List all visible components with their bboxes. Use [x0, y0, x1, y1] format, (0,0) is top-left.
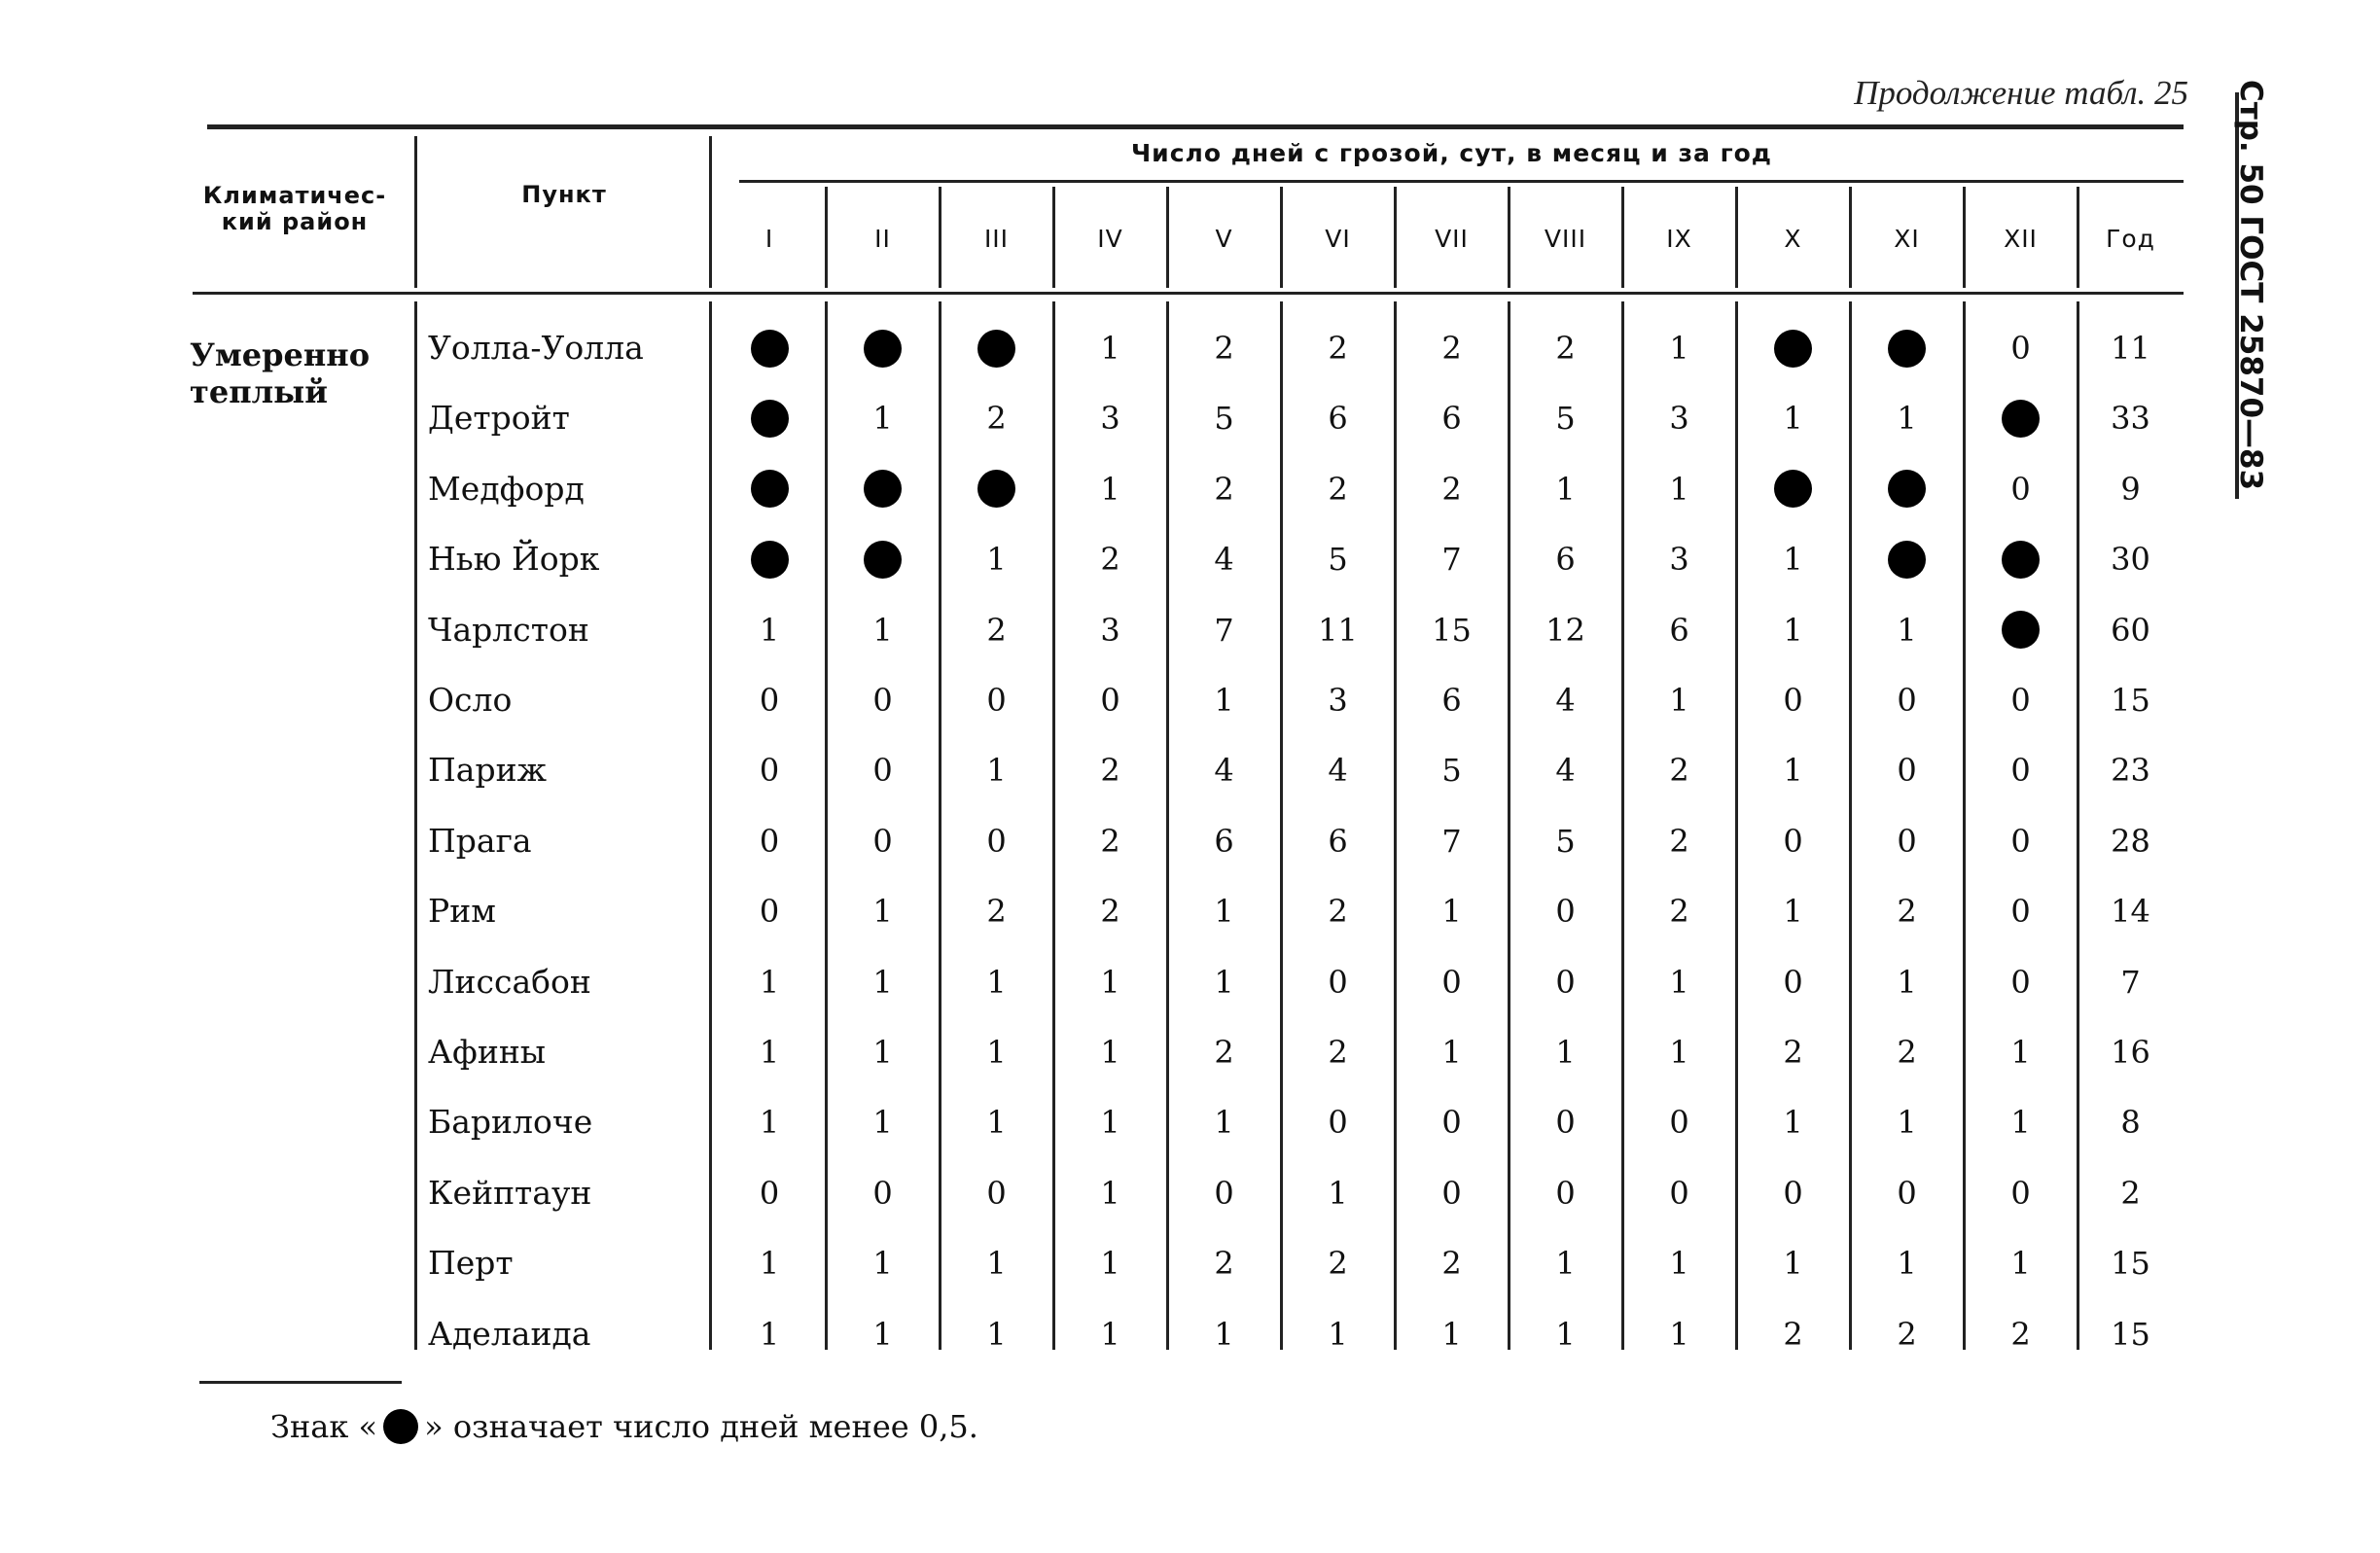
- header-divider: [1166, 187, 1169, 288]
- dot-icon: [1888, 541, 1926, 579]
- header-divider: [1394, 187, 1397, 288]
- month-column-header: X: [1784, 224, 1802, 253]
- table-cell: 1: [1669, 330, 1689, 367]
- month-column-header: XI: [1894, 224, 1920, 253]
- table-cell: 1: [2010, 1034, 2031, 1071]
- table-cell: 4: [1214, 541, 1234, 579]
- body-divider: [414, 301, 417, 1350]
- table-cell: 6: [1555, 541, 1576, 579]
- table-cell: 1: [1669, 470, 1689, 508]
- table-cell: 2: [2010, 1315, 2031, 1353]
- table-cell: 60: [2111, 611, 2150, 649]
- table-cell: 0: [1897, 752, 1917, 790]
- point-column-header: Пункт: [521, 180, 607, 208]
- table-cell: 0: [2010, 682, 2031, 719]
- group-header: Число дней с грозой, сут, в месяц и за год: [1130, 139, 1773, 167]
- table-cell: 2: [1214, 330, 1234, 367]
- table-cell: 3: [1100, 611, 1120, 649]
- less-than-half-dot-icon: [1964, 536, 2078, 582]
- table-cell: 7: [1441, 822, 1462, 860]
- table-cell: 2: [1783, 1034, 1803, 1071]
- table-cell: 1: [872, 963, 893, 1001]
- city-name: Рим: [428, 892, 496, 931]
- dot-icon: [2002, 611, 2040, 649]
- table-cell: 2: [1897, 1315, 1917, 1353]
- table-cell: 1: [986, 1315, 1007, 1353]
- table-cell: 1: [1669, 1034, 1689, 1071]
- continuation-title: Продолжение табл. 25: [1854, 74, 2188, 112]
- table-cell: 0: [1783, 963, 1803, 1001]
- less-than-half-dot-icon: [1964, 395, 2078, 441]
- table-cell: 1: [986, 1245, 1007, 1283]
- header-divider: [825, 187, 828, 288]
- table-cell: 2: [1897, 893, 1917, 931]
- less-than-half-dot-icon: [1850, 325, 1964, 371]
- table-cell: 1: [1214, 893, 1234, 931]
- table-cell: 1: [1783, 400, 1803, 438]
- less-than-half-dot-icon: [713, 325, 826, 371]
- table-cell: 1: [986, 1034, 1007, 1071]
- city-name: Нью Йорк: [428, 540, 600, 579]
- city-name: Аделаида: [428, 1314, 591, 1353]
- header-divider: [1052, 187, 1055, 288]
- table-cell: 2: [1669, 822, 1689, 860]
- region-column-header: Климатичес-кий район: [202, 182, 387, 235]
- city-name: Чарлстон: [428, 610, 589, 649]
- table-cell: 0: [1783, 822, 1803, 860]
- table-cell: 2: [986, 611, 1007, 649]
- table-cell: 0: [759, 822, 780, 860]
- city-name: Уолла-Уолла: [428, 329, 644, 367]
- month-column-header: Год: [2106, 224, 2155, 253]
- table-cell: 4: [1328, 752, 1348, 790]
- table-cell: 5: [1214, 400, 1234, 438]
- table-top-rule: [207, 124, 2184, 129]
- table-cell: 1: [1783, 1245, 1803, 1283]
- dot-icon: [1774, 470, 1812, 508]
- body-divider: [1280, 301, 1283, 1350]
- table-cell: 2: [1441, 330, 1462, 367]
- body-divider: [1508, 301, 1510, 1350]
- header-bottom-rule: [193, 292, 2184, 295]
- month-column-header: XII: [2004, 224, 2038, 253]
- table-cell: 1: [1441, 1034, 1462, 1071]
- table-cell: 0: [1783, 1174, 1803, 1212]
- city-name: Лиссабон: [428, 962, 591, 1001]
- month-column-header: VII: [1435, 224, 1469, 253]
- table-cell: 2: [1441, 1245, 1462, 1283]
- table-cell: 1: [1100, 1104, 1120, 1142]
- table-cell: 2: [1328, 1245, 1348, 1283]
- footnote-text: » означает число дней менее 0,5.: [424, 1408, 978, 1445]
- table-cell: 12: [1545, 611, 1585, 649]
- table-cell: 1: [872, 400, 893, 438]
- month-column-header: II: [874, 224, 891, 253]
- dot-icon: [1888, 330, 1926, 368]
- header-divider: [1621, 187, 1624, 288]
- table-cell: 0: [1555, 893, 1576, 931]
- less-than-half-dot-icon: [1736, 325, 1850, 371]
- dot-icon: [864, 470, 902, 508]
- table-cell: 0: [872, 752, 893, 790]
- less-than-half-dot-icon: [1850, 466, 1964, 512]
- table-cell: 0: [1783, 682, 1803, 719]
- header-divider: [1963, 187, 1966, 288]
- table-cell: 1: [872, 1034, 893, 1071]
- dot-icon: [2002, 541, 2040, 579]
- table-cell: 1: [1783, 541, 1803, 579]
- less-than-half-dot-icon: [826, 325, 940, 371]
- city-name: Париж: [428, 751, 547, 790]
- table-cell: 1: [1100, 1034, 1120, 1071]
- table-cell: 2: [1100, 541, 1120, 579]
- table-cell: 0: [872, 822, 893, 860]
- city-name: Кейптаун: [428, 1173, 592, 1212]
- table-cell: 1: [759, 1245, 780, 1283]
- table-cell: 0: [1897, 682, 1917, 719]
- table-cell: 1: [872, 1104, 893, 1142]
- body-divider: [1166, 301, 1169, 1350]
- body-divider: [939, 301, 941, 1350]
- table-cell: 1: [1783, 893, 1803, 931]
- table-cell: 2: [1328, 1034, 1348, 1071]
- table-cell: 28: [2111, 822, 2150, 860]
- table-cell: 1: [759, 1034, 780, 1071]
- dot-icon: [751, 400, 789, 438]
- body-divider: [2077, 301, 2079, 1350]
- table-cell: 5: [1441, 752, 1462, 790]
- less-than-half-dot-icon: [940, 325, 1053, 371]
- table-cell: 15: [2111, 1245, 2150, 1283]
- table-cell: 1: [1783, 611, 1803, 649]
- table-cell: 2: [1441, 470, 1462, 508]
- table-cell: 0: [1100, 682, 1120, 719]
- table-cell: 3: [1328, 682, 1348, 719]
- table-cell: 0: [1669, 1104, 1689, 1142]
- table-cell: 1: [872, 1245, 893, 1283]
- table-cell: 0: [986, 822, 1007, 860]
- city-name: Перт: [428, 1244, 514, 1283]
- dot-icon: [1888, 470, 1926, 508]
- dot-icon: [864, 330, 902, 368]
- table-cell: 0: [759, 893, 780, 931]
- footnote-lead: Знак «: [270, 1408, 378, 1445]
- table-cell: 7: [1214, 611, 1234, 649]
- table-cell: 6: [1328, 822, 1348, 860]
- table-cell: 0: [1328, 963, 1348, 1001]
- footnote-rule: [199, 1381, 402, 1384]
- table-cell: 1: [1897, 611, 1917, 649]
- header-divider: [2077, 187, 2079, 288]
- table-cell: 1: [1100, 1315, 1120, 1353]
- table-cell: 7: [2120, 963, 2141, 1001]
- table-cell: 2: [1328, 470, 1348, 508]
- table-cell: 5: [1555, 400, 1576, 438]
- table-cell: 30: [2111, 541, 2150, 579]
- table-cell: 4: [1214, 752, 1234, 790]
- table-cell: 1: [759, 1104, 780, 1142]
- table-cell: 9: [2120, 470, 2141, 508]
- table-cell: 0: [2010, 752, 2031, 790]
- table-cell: 2: [986, 400, 1007, 438]
- table-cell: 2: [1214, 1245, 1234, 1283]
- table-cell: 14: [2111, 893, 2150, 931]
- table-cell: 1: [1100, 330, 1120, 367]
- table-cell: 1: [2010, 1245, 2031, 1283]
- table-cell: 1: [1669, 682, 1689, 719]
- table-cell: 1: [1328, 1315, 1348, 1353]
- table-cell: 6: [1328, 400, 1348, 438]
- table-cell: 1: [1555, 1315, 1576, 1353]
- table-cell: 1: [1214, 963, 1234, 1001]
- table-cell: 4: [1555, 752, 1576, 790]
- table-cell: 1: [1897, 963, 1917, 1001]
- table-cell: 6: [1669, 611, 1689, 649]
- table-cell: 0: [1328, 1104, 1348, 1142]
- table-cell: 1: [986, 1104, 1007, 1142]
- table-cell: 1: [1555, 470, 1576, 508]
- table-cell: 0: [759, 752, 780, 790]
- city-name: Барилоче: [428, 1103, 593, 1142]
- table-cell: 1: [1100, 1245, 1120, 1283]
- table-cell: 3: [1100, 400, 1120, 438]
- header-divider: [1508, 187, 1510, 288]
- less-than-half-dot-icon: [713, 466, 826, 512]
- city-name: Медфорд: [428, 469, 585, 508]
- month-column-header: VI: [1325, 224, 1351, 253]
- table-cell: 33: [2111, 400, 2150, 438]
- body-divider: [1052, 301, 1055, 1350]
- table-cell: 1: [872, 1315, 893, 1353]
- city-name: Детройт: [428, 399, 570, 438]
- table-cell: 0: [1669, 1174, 1689, 1212]
- table-cell: 1: [759, 963, 780, 1001]
- table-cell: 0: [872, 682, 893, 719]
- table-cell: 2: [1100, 752, 1120, 790]
- table-cell: 1: [1897, 400, 1917, 438]
- table-cell: 1: [1214, 682, 1234, 719]
- table-cell: 2: [1328, 893, 1348, 931]
- dot-icon: [977, 470, 1015, 508]
- header-divider: [939, 187, 941, 288]
- table-cell: 3: [1669, 541, 1689, 579]
- less-than-half-dot-icon: [1964, 607, 2078, 653]
- table-cell: 1: [1328, 1174, 1348, 1212]
- table-cell: 15: [2111, 1315, 2150, 1353]
- table-cell: 1: [2010, 1104, 2031, 1142]
- month-column-header: III: [983, 224, 1010, 253]
- table-cell: 0: [2010, 822, 2031, 860]
- header-divider: [1735, 187, 1738, 288]
- table-cell: 0: [2010, 470, 2031, 508]
- city-name: Осло: [428, 681, 513, 719]
- table-cell: 1: [1897, 1245, 1917, 1283]
- table-cell: 1: [1100, 470, 1120, 508]
- table-cell: 2: [1214, 1034, 1234, 1071]
- table-cell: 1: [1897, 1104, 1917, 1142]
- table-cell: 15: [1432, 611, 1472, 649]
- table-cell: 1: [1441, 1315, 1462, 1353]
- less-than-half-dot-icon: [826, 536, 940, 582]
- dot-icon: [751, 330, 789, 368]
- table-cell: 0: [1897, 1174, 1917, 1212]
- table-cell: 23: [2111, 752, 2150, 790]
- table-cell: 0: [1441, 1104, 1462, 1142]
- table-cell: 7: [1441, 541, 1462, 579]
- table-cell: 1: [872, 611, 893, 649]
- table-cell: 0: [1555, 1104, 1576, 1142]
- dot-icon: [1774, 330, 1812, 368]
- body-divider: [1394, 301, 1397, 1350]
- table-cell: 0: [1214, 1174, 1234, 1212]
- table-cell: 2: [2120, 1174, 2141, 1212]
- table-cell: 4: [1555, 682, 1576, 719]
- table-cell: 1: [986, 752, 1007, 790]
- table-cell: 6: [1214, 822, 1234, 860]
- table-cell: 1: [1669, 963, 1689, 1001]
- table-cell: 6: [1441, 682, 1462, 719]
- table-cell: 0: [1441, 1174, 1462, 1212]
- dot-icon: [751, 541, 789, 579]
- dot-icon: [2002, 400, 2040, 438]
- group-header-rule: [739, 180, 2184, 183]
- table-cell: 0: [986, 1174, 1007, 1212]
- less-than-half-dot-icon: [940, 466, 1053, 512]
- table-cell: 0: [759, 682, 780, 719]
- table-cell: 0: [2010, 963, 2031, 1001]
- table-cell: 5: [1328, 541, 1348, 579]
- table-cell: 0: [986, 682, 1007, 719]
- city-name: Афины: [428, 1033, 547, 1071]
- body-divider: [1963, 301, 1966, 1350]
- table-cell: 1: [1100, 1174, 1120, 1212]
- month-column-header: I: [764, 224, 774, 253]
- table-cell: 15: [2111, 682, 2150, 719]
- less-than-half-dot-icon: [713, 395, 826, 441]
- body-divider: [825, 301, 828, 1350]
- less-than-half-dot-icon: [713, 536, 826, 582]
- less-than-half-dot-icon: [826, 466, 940, 512]
- table-cell: 1: [1214, 1315, 1234, 1353]
- table-cell: 1: [1783, 752, 1803, 790]
- footnote: [270, 1403, 978, 1450]
- city-name: Прага: [428, 821, 532, 860]
- body-divider: [1849, 301, 1852, 1350]
- table-cell: 2: [1783, 1315, 1803, 1353]
- table-cell: 0: [2010, 1174, 2031, 1212]
- table-cell: 0: [2010, 330, 2031, 367]
- table-cell: 1: [1555, 1245, 1576, 1283]
- table-cell: 1: [1669, 1315, 1689, 1353]
- page-side-label: Стр. 50 ГОСТ 25870—83: [2233, 80, 2268, 491]
- body-divider: [1735, 301, 1738, 1350]
- table-cell: 1: [1783, 1104, 1803, 1142]
- table-cell: 0: [2010, 893, 2031, 931]
- table-cell: 2: [1328, 330, 1348, 367]
- table-cell: 8: [2120, 1104, 2141, 1142]
- header-divider: [1280, 187, 1283, 288]
- table-cell: 2: [1214, 470, 1234, 508]
- month-column-header: VIII: [1544, 224, 1587, 253]
- table-cell: 1: [1669, 1245, 1689, 1283]
- table-cell: 0: [1441, 963, 1462, 1001]
- table-cell: 1: [872, 893, 893, 931]
- month-column-header: IV: [1097, 224, 1123, 253]
- table-cell: 16: [2111, 1034, 2150, 1071]
- less-than-half-dot-icon: [1736, 466, 1850, 512]
- header-divider: [709, 136, 712, 288]
- dot-icon: [751, 470, 789, 508]
- table-cell: 2: [1897, 1034, 1917, 1071]
- dot-icon: [977, 330, 1015, 368]
- table-cell: 1: [1214, 1104, 1234, 1142]
- table-cell: 11: [1318, 611, 1358, 649]
- table-cell: 2: [1100, 822, 1120, 860]
- table-cell: 1: [759, 611, 780, 649]
- table-cell: 1: [986, 541, 1007, 579]
- header-divider: [414, 136, 417, 288]
- table-cell: 11: [2111, 330, 2150, 367]
- table-cell: 2: [1669, 752, 1689, 790]
- table-cell: 2: [1669, 893, 1689, 931]
- dot-icon: [864, 541, 902, 579]
- table-cell: 6: [1441, 400, 1462, 438]
- table-cell: 2: [1555, 330, 1576, 367]
- month-column-header: IX: [1666, 224, 1692, 253]
- table-cell: 0: [1555, 1174, 1576, 1212]
- body-divider: [1621, 301, 1624, 1350]
- month-column-header: V: [1215, 224, 1233, 253]
- body-divider: [709, 301, 712, 1350]
- table-cell: 2: [1100, 893, 1120, 931]
- table-cell: 3: [1669, 400, 1689, 438]
- table-cell: 1: [986, 963, 1007, 1001]
- footnote-dot-icon: [383, 1409, 418, 1444]
- table-cell: 0: [872, 1174, 893, 1212]
- table-cell: 2: [986, 893, 1007, 931]
- table-cell: 1: [759, 1315, 780, 1353]
- header-divider: [1849, 187, 1852, 288]
- table-cell: 0: [1897, 822, 1917, 860]
- table-cell: 0: [759, 1174, 780, 1212]
- table-cell: 5: [1555, 822, 1576, 860]
- table-cell: 1: [1441, 893, 1462, 931]
- less-than-half-dot-icon: [1850, 536, 1964, 582]
- table-cell: 1: [1100, 963, 1120, 1001]
- table-cell: 0: [1555, 963, 1576, 1001]
- region-name: Умеренно теплый: [190, 336, 371, 410]
- table-cell: 1: [1555, 1034, 1576, 1071]
